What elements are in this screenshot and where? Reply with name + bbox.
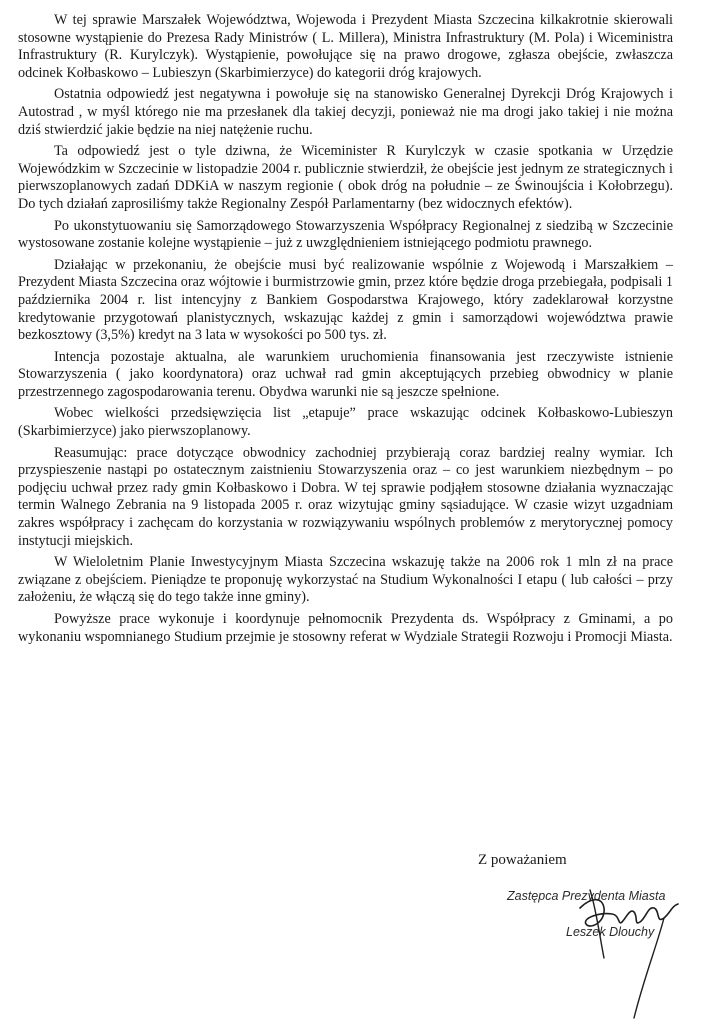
paragraph-9: W Wieloletnim Planie Inwestycyjnym Miasta Szczecina wskazuję także na 2006 rok 1 mln zł na prace związane z obejściem. Pieniądze te proponuję wykorzystać na Studium Wykonalności I etapu ( lub całości – przy założeniu, że włączą się do tego także inne gminy). [18,554,673,606]
paragraph-10: Powyższe prace wykonuje i koordynuje pełnomocnik Prezydenta ds. Współpracy z Gminami, a po wykonaniu wspomnianego Studium przejmie je stosowny referat w Wydziale Strategii Rozwoju i Promocji Miasta. [18,611,673,645]
letter-body [18,12,673,650]
paragraph-6: Intencja pozostaje aktualna, ale warunkiem uruchomienia finansowania jest rzeczywiste istnienie Stowarzyszenia ( jako koordynatora) oraz uchwał rad gmin akceptujących przebieg obwodnicy w planie przestrzennego zagospodarowania terenu. Obydwa warunki nie są jeszcze spełnione. [18,348,673,400]
paragraph-4: Po ukonstytuowaniu się Samorządowego Stowarzyszenia Współpracy Regionalnej z siedzibą w Szczecinie wystosowane zostanie kolejne wystąpienie – już z uwzględnieniem istniejącego podmiotu prawnego. [18,217,673,252]
paragraph-2: Ostatnia odpowiedź jest negatywna i powołuje się na stanowisko Generalnej Dyrekcji Dróg Krajowych i Autostrad , w myśl którego nie ma przesłanek dla takiej decyzji, ponieważ nie ma drogi jako takiej i nie można dziś stwierdzić jakie będzie na niej natężenie ruchu. [18,86,673,138]
closing-salutation: Z poważaniem [478,852,567,868]
handwritten-signature [560,878,700,1028]
paragraph-8: Reasumując: prace dotyczące obwodnicy zachodniej przybierają coraz bardziej realny wymiar. Ich przyspieszenie nastąpi po ostatecznym zaistnieniu Stowarzyszenia oraz – co jest warunkiem niezbędnym – po podjęciu uchwał przez rady gmin Kołbaskowo i Dobra. W tej sprawie podjąłem stosowne działania wyznaczając termin Walnego Zebrania na 9 listopada 2005 r. oraz wizytując gminy sąsiadujące. W czasie wizyt uzgadniam zakres współpracy i zachęcam do korzystania w rozwiązywaniu wspólnych problemów z merytorycznej pomocy instytucji miejskich. [18,444,673,549]
stamp-title: Zastępca Prezydenta Miasta [507,889,666,903]
paragraph-1: W tej sprawie Marszałek Województwa, Wojewoda i Prezydent Miasta Szczecina kilkakrotnie skierowali stosowne wystąpienie do Prezesa Rady Ministrów ( L. Millera), Ministra Infrastruktury (M. Pola) i Wiceministra Infrastruktury (R. Kurylczyk). Wystąpienie, powołujące się na prawo drogowe, zgłasza obejście, zwłaszcza odcinek Kołbaskowo – Lubieszyn (Skarbimierzyce) do kategorii dróg krajowych. [18,12,673,81]
paragraph-7: Wobec wielkości przedsięwzięcia list „etapuje” prace wskazując odcinek Kołbaskowo-Lubieszyn (Skarbimierzyce) jako pierwszoplanowy. [18,405,673,440]
paragraph-5: Działając w przekonaniu, że obejście musi być realizowanie wspólnie z Wojewodą i Marszałkiem – Prezydent Miasta Szczecina oraz wójtowie i burmistrzowie gmin, przez które będzie droga przebiegała, podpisali 1 października 2004 r. list intencyjny z Bankiem Gospodarstwa Krajowego, który zadeklarował korzystne kredytowanie przygotowań planistycznych, wskazując każdej z gmin i samorządowi województwa prawie bezkosztowy (3,5%) kredyt na 3 lata w wysokości po 500 tys. zł. [18,256,673,344]
stamp-name: Leszek Dlouchy [566,925,655,939]
paragraph-3: Ta odpowiedź jest o tyle dziwna, że Wiceminister R Kurylczyk w czasie spotkania w Urzędzie Wojewódzkim w Szczecinie w listopadzie 2004 r. publicznie stwierdził, że obejście jest jednym ze strategicznych i pierwszoplanowych zadań DDKiA w naszym regionie ( obok dróg na południe – ze Świnoujścia i Kołobrzegu). Do tych działań zaprosiliśmy także Regionalny Zespół Parlamentarny (bez widocznych efektów). [18,143,673,212]
